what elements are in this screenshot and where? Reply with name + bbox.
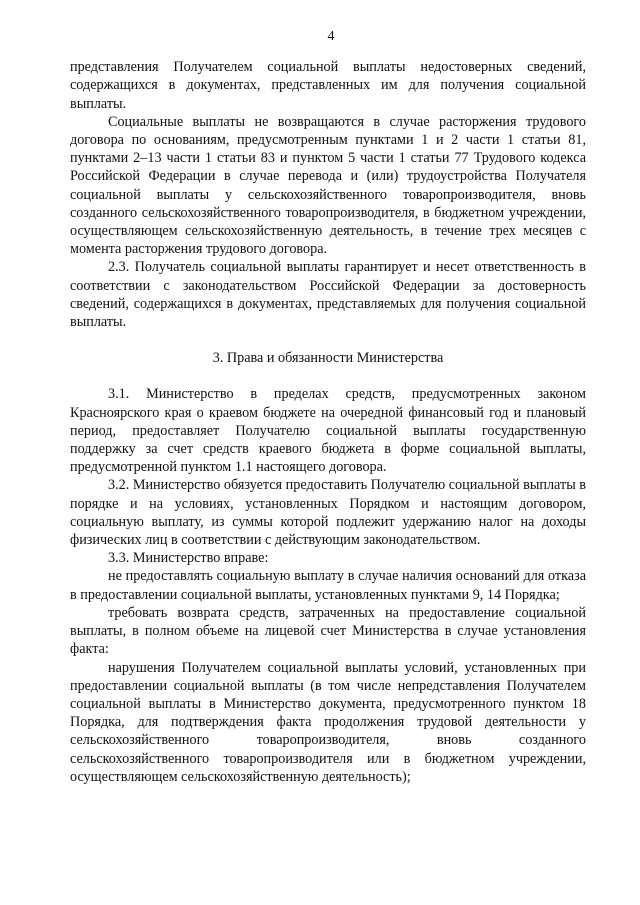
paragraph-3-2: 3.2. Министерство обязуется предоставить Получателю социальной выплаты в порядке и на условиях, установленных Порядком и настоящим договором, социальную выплату, из суммы которой подлежит удержанию налог на доходы физических лиц в соответствии с действующим законодательством. (70, 477, 586, 549)
paragraph-no-refund: Социальные выплаты не возвращаются в случае расторжения трудового договора по основаниям, предусмотренным пунктами 1 и 2 части 1 статьи 81, пунктами 2–13 части 1 статьи 83 и пунктом 5 части 1 статьи 77 Трудового кодекса Российской Федерации в случае перевода и (или) трудоустройства Получателя социальной выплаты у сельскохозяйственного товаропроизводителя, вновь созданного сельскохозяйственного товаропроизводителя, в бюджетном учреждении, осуществляющем сельскохозяйственную деятельность, в течение трех месяцев с момента расторжения трудового договора. (70, 113, 586, 258)
document-page (70, 28, 586, 786)
paragraph-refund-demand: требовать возврата средств, затраченных на предоставление социальной выплаты, в полном объеме на лицевой счет Министерства в случае установления факта: (70, 604, 586, 658)
paragraph-3-3: 3.3. Министерство вправе: (108, 550, 269, 567)
paragraph-violation: нарушения Получателем социальной выплаты условий, установленных при предоставлении социальной выплаты (в том числе непредставления Получателем социальной выплаты в Министерство документа, предусмотренного пунктом 18 Порядка, для подтверждения факта продолжения трудовой деятельности у сельскохозяйственного товаропроизводителя, вновь созданного сельскохозяйственного товаропроизводителя или в бюджетном учреждении, осуществляющем сельскохозяйственную деятельность); (70, 659, 586, 785)
paragraph-continuation: представления Получателем социальной выплаты недостоверных сведений, содержащихся в документах, представленных им для получения социальной выплаты. (70, 59, 586, 112)
paragraph-2-3: 2.3. Получатель социальной выплаты гарантирует и несет ответственность в соответствии с законодательством Российской Федерации за достоверность сведений, содержащихся в документах, представляемых для получения социальной выплаты. (70, 259, 586, 331)
paragraph-3-1: 3.1. Министерство в пределах средств, предусмотренных законом Красноярского края о краевом бюджете на очередной финансовый год и плановый период, предоставляет Получателю социальной выплаты государственную поддержку за счет средств краевого бюджета в форме социальной выплаты, предусмотренной пунктом 1.1 настоящего договора. (70, 386, 586, 476)
section-heading-3: 3. Права и обязанности Министерства (212, 350, 444, 367)
paragraph-refusal: не предоставлять социальную выплату в случае наличия оснований для отказа в предоставлении социальной выплаты, установленных пунктами 9, 14 Порядка; (70, 568, 586, 603)
page-number: 4 (327, 29, 335, 44)
